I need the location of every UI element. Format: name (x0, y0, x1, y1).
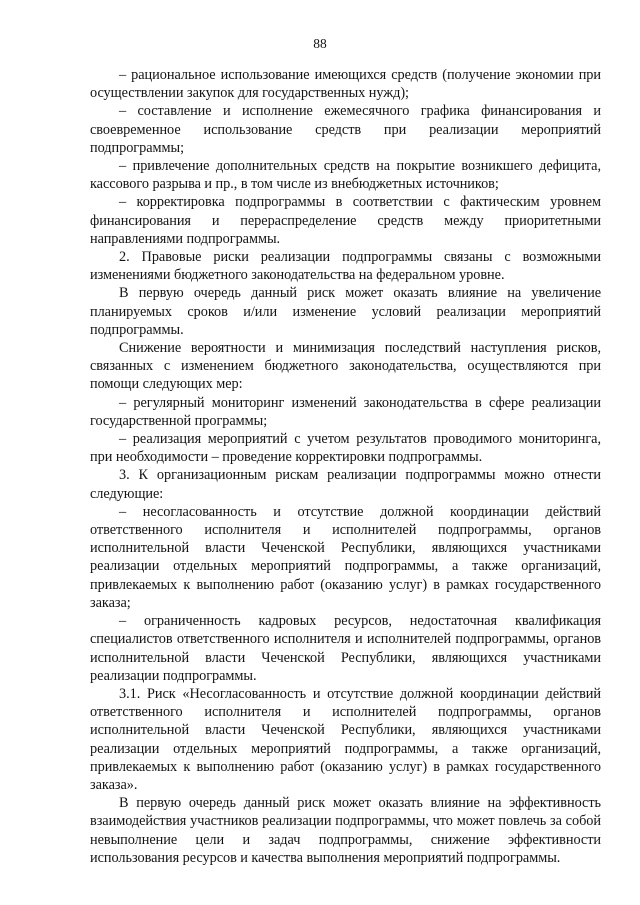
paragraph: 3.1. Риск «Несогласованность и отсутствие должной координации действий ответственного исполнителя и исполнителей подпрограммы, органов исполнительной власти Чеченской Республики, являющихся участниками реализации отдельных мероприятий подпрограммы, а также организаций, привлекаемых к выполнению работ (оказанию услуг) в рамках государственного заказа». (90, 685, 601, 793)
paragraph: – корректировка подпрограммы в соответствии с фактическим уровнем финансирования и перераспределение средств между приоритетными направлениями подпрограммы. (90, 194, 601, 247)
paragraph: – составление и исполнение ежемесячного графика финансирования и своевременное использование средств при реализации мероприятий подпрограммы; (90, 103, 601, 156)
paragraph: – несогласованность и отсутствие должной координации действий ответственного исполнителя и исполнителей подпрограммы, органов исполнительной власти Чеченской Республики, являющихся участниками реализации отдельных мероприятий подпрограммы, а также организаций, привлекаемых к выполнению работ (оказанию услуг) в рамках государственного заказа; (90, 503, 601, 611)
paragraph: – рациональное использование имеющихся средств (получение экономии при осуществлении закупок для государственных нужд); (90, 67, 601, 102)
paragraph: 2. Правовые риски реализации подпрограммы связаны с возможными изменениями бюджетного законодательства на федеральном уровне. (90, 249, 601, 284)
page-number: 88 (313, 36, 327, 51)
paragraph: – привлечение дополнительных средств на покрытие возникшего дефицита, кассового разрыва и пр., в том числе из внебюджетных источников; (90, 158, 601, 193)
paragraph: – регулярный мониторинг изменений законодательства в сфере реализации государственной программы; (90, 394, 601, 429)
paragraph: 3. К организационным рискам реализации подпрограммы можно отнести следующие: (90, 467, 601, 502)
paragraph: – ограниченность кадровых ресурсов, недостаточная квалификация специалистов ответственного исполнителя и исполнителей подпрограммы, органов исполнительной власти Чеченской Республики, являющихся участниками реализации подпрограммы. (90, 613, 601, 684)
paragraph: В первую очередь данный риск может оказать влияние на эффективность взаимодействия участников реализации подпрограммы, что может повлечь за собой невыполнение цели и задач подпрограммы, снижение эффективности использования ресурсов и качества выполнения мероприятий подпрограммы. (90, 795, 601, 866)
paragraph: В первую очередь данный риск может оказать влияние на увеличение планируемых сроков и/или изменение условий реализации мероприятий подпрограммы. (90, 285, 601, 338)
paragraph: Снижение вероятности и минимизация последствий наступления рисков, связанных с изменением бюджетного законодательства, осуществляются при помощи следующих мер: (90, 340, 601, 393)
document-body (90, 66, 601, 867)
paragraph: – реализация мероприятий с учетом результатов проводимого мониторинга, при необходимости – проведение корректировки подпрограммы. (90, 431, 601, 466)
